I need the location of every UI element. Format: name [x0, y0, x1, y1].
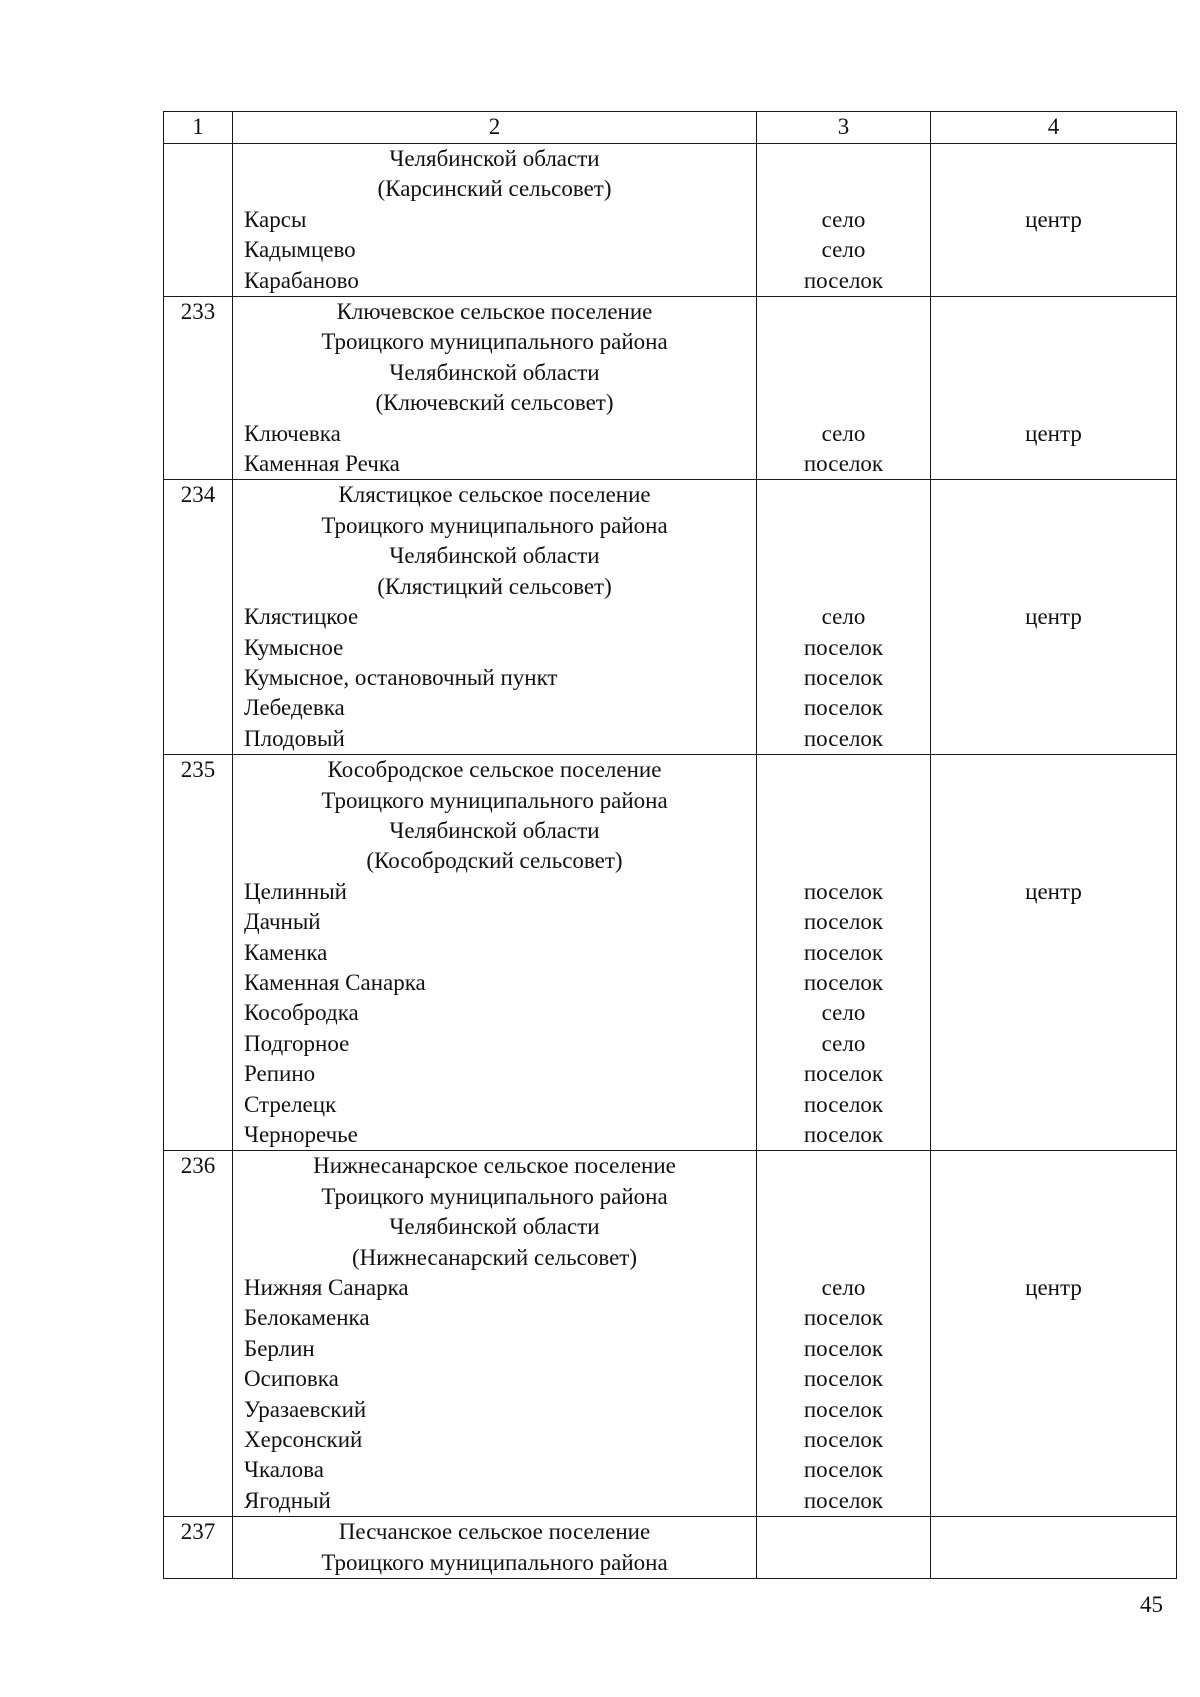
status-cell — [931, 480, 1177, 755]
settlement-name: Херсонский — [244, 1427, 363, 1453]
settlement-type: поселок — [803, 1061, 884, 1087]
settlement-type: поселок — [803, 1335, 884, 1361]
settlement-type: поселок — [803, 695, 884, 721]
column-header: 2 — [233, 112, 757, 144]
settlement-name: Кадымцево — [244, 237, 356, 263]
settlement-type: поселок — [803, 1457, 884, 1483]
table-row — [164, 755, 1177, 1151]
status-cell — [931, 1151, 1177, 1517]
settlement-type: поселок — [803, 1305, 884, 1331]
settlement-name: Нижняя Санарка — [244, 1275, 409, 1301]
settlement-type: поселок — [803, 267, 884, 293]
municipality-heading-line: Троицкого муниципального района — [321, 512, 668, 538]
settlement-name: Каменная Речка — [244, 451, 400, 477]
municipality-heading-line: Троицкого муниципального района — [321, 1549, 668, 1575]
settlement-status — [931, 1486, 1176, 1516]
settlement-type: поселок — [803, 1122, 884, 1147]
settlement-name: Каменная Санарка — [244, 969, 426, 995]
settlement-status — [931, 907, 1176, 937]
settlement-type: село — [821, 1000, 866, 1026]
type-cell — [757, 480, 931, 755]
municipality-heading-line: Кособродское сельское поселение — [327, 757, 662, 783]
settlement-type: поселок — [803, 1427, 884, 1453]
settlements-table — [163, 111, 1177, 1579]
page-number: 45 — [1140, 1592, 1163, 1617]
settlement-status — [931, 998, 1176, 1028]
settlement-status — [931, 1303, 1176, 1333]
settlement-status — [931, 1455, 1176, 1485]
settlement-status: центр — [1025, 604, 1082, 630]
settlement-type: село — [821, 206, 866, 232]
settlement-name: Дачный — [244, 909, 321, 935]
row-number: 237 — [164, 1517, 233, 1579]
municipality-heading-line: Троицкого муниципального района — [321, 787, 668, 813]
municipality-heading-line: Нижнесанарское сельское поселение — [313, 1153, 676, 1179]
settlement-name: Лебедевка — [244, 695, 345, 721]
settlement-name: Осиповка — [244, 1366, 339, 1392]
municipality-heading-line: (Карсинский сельсовет) — [377, 176, 612, 202]
settlement-type: село — [821, 420, 866, 446]
settlement-cell — [233, 144, 757, 297]
municipality-heading-line: Челябинской области — [389, 359, 600, 385]
settlement-status — [931, 1059, 1176, 1089]
municipality-heading-line: Челябинской области — [389, 817, 600, 843]
settlement-type: поселок — [803, 451, 884, 477]
settlement-name: Репино — [244, 1061, 316, 1087]
settlement-type: поселок — [803, 634, 884, 660]
settlement-type: поселок — [803, 1091, 884, 1117]
settlement-status: центр — [1025, 878, 1082, 904]
type-cell — [757, 1517, 931, 1579]
municipality-heading-line: Ключевское сельское поселение — [336, 299, 653, 325]
settlement-name: Белокаменка — [244, 1305, 370, 1331]
settlement-status — [931, 449, 1176, 479]
settlement-type: поселок — [803, 1396, 884, 1422]
status-cell — [931, 755, 1177, 1151]
settlement-status: центр — [1025, 420, 1082, 446]
status-cell — [931, 297, 1177, 480]
settlement-status — [931, 1120, 1176, 1150]
settlement-type: поселок — [803, 909, 884, 935]
settlement-type: поселок — [803, 969, 884, 995]
row-number: 234 — [164, 480, 233, 755]
settlement-cell — [233, 1151, 757, 1517]
type-cell — [757, 144, 931, 297]
settlement-type: поселок — [803, 725, 884, 751]
settlement-type: поселок — [803, 664, 884, 690]
settlement-status — [931, 938, 1176, 968]
settlement-name: Черноречье — [244, 1122, 358, 1147]
municipality-heading-line: (Ключевский сельсовет) — [375, 390, 614, 416]
settlement-type: село — [821, 1275, 866, 1301]
table-row — [164, 1517, 1177, 1579]
settlement-name: Ключевка — [244, 420, 341, 446]
type-cell — [757, 1151, 931, 1517]
settlement-status: центр — [1025, 1275, 1082, 1301]
settlement-name: Карсы — [244, 206, 307, 232]
settlement-cell — [233, 1517, 757, 1579]
municipality-heading-line: Троицкого муниципального района — [321, 1183, 668, 1209]
municipality-heading-line: (Клястицкий сельсовет) — [377, 573, 612, 599]
settlement-name: Целинный — [244, 878, 347, 904]
column-header: 3 — [757, 112, 931, 144]
settlement-cell — [233, 480, 757, 755]
row-number: 233 — [164, 297, 233, 480]
status-cell — [931, 1517, 1177, 1579]
settlement-name: Уразаевский — [244, 1396, 367, 1422]
settlement-type: поселок — [803, 878, 884, 904]
settlement-status — [931, 235, 1176, 265]
table-row — [164, 480, 1177, 755]
settlement-name: Стрелецк — [244, 1091, 337, 1117]
table-row — [164, 1151, 1177, 1517]
settlement-name: Каменка — [244, 939, 328, 965]
settlement-name: Кумысное — [244, 634, 344, 660]
settlement-name: Кумысное, остановочный пункт — [244, 664, 558, 690]
column-header: 1 — [164, 112, 233, 144]
row-number: 235 — [164, 755, 233, 1151]
municipality-heading-line: Троицкого муниципального района — [321, 329, 668, 355]
municipality-heading-line: Челябинской области — [389, 543, 600, 569]
settlement-status — [931, 266, 1176, 296]
settlement-status — [931, 1334, 1176, 1364]
municipality-heading-line: Челябинской области — [389, 1214, 600, 1240]
settlement-status — [931, 1090, 1176, 1120]
settlement-status — [931, 724, 1176, 754]
settlement-status — [931, 693, 1176, 723]
type-cell — [757, 755, 931, 1151]
settlement-type: село — [821, 1030, 866, 1056]
municipality-heading-line: Челябинской области — [389, 146, 600, 171]
table-row — [164, 144, 1177, 297]
settlement-status — [931, 1029, 1176, 1059]
type-cell — [757, 297, 931, 480]
municipality-heading-line: Клястицкое сельское поселение — [338, 482, 651, 508]
settlement-status — [931, 1364, 1176, 1394]
settlement-status — [931, 1425, 1176, 1455]
column-header: 4 — [931, 112, 1177, 144]
settlement-status: центр — [1025, 206, 1082, 232]
table-row — [164, 297, 1177, 480]
settlement-name: Клястицкое — [244, 604, 359, 630]
settlement-name: Ягодный — [244, 1487, 331, 1513]
municipality-heading-line: (Кособродский сельсовет) — [366, 848, 623, 874]
settlement-type: село — [821, 237, 866, 263]
settlement-name: Чкалова — [244, 1457, 324, 1483]
settlement-name: Плодовый — [244, 725, 345, 751]
table-body — [164, 144, 1177, 1579]
settlement-name: Карабаново — [244, 267, 359, 293]
table-header-row — [164, 112, 1177, 144]
settlement-cell — [233, 297, 757, 480]
settlement-name: Подгорное — [244, 1030, 350, 1056]
settlement-name: Берлин — [244, 1335, 315, 1361]
status-cell — [931, 144, 1177, 297]
row-number — [164, 144, 233, 297]
settlement-type: поселок — [803, 1487, 884, 1513]
settlement-status — [931, 1395, 1176, 1425]
settlement-cell — [233, 755, 757, 1151]
settlement-status — [931, 663, 1176, 693]
settlement-status — [931, 968, 1176, 998]
settlement-type: поселок — [803, 939, 884, 965]
settlement-type: поселок — [803, 1366, 884, 1392]
settlement-status — [931, 633, 1176, 663]
municipality-heading-line: Песчанское сельское поселение — [338, 1519, 651, 1545]
municipality-heading-line: (Нижнесанарский сельсовет) — [351, 1244, 638, 1270]
settlement-name: Кособродка — [244, 1000, 359, 1026]
row-number: 236 — [164, 1151, 233, 1517]
settlement-type: село — [821, 604, 866, 630]
